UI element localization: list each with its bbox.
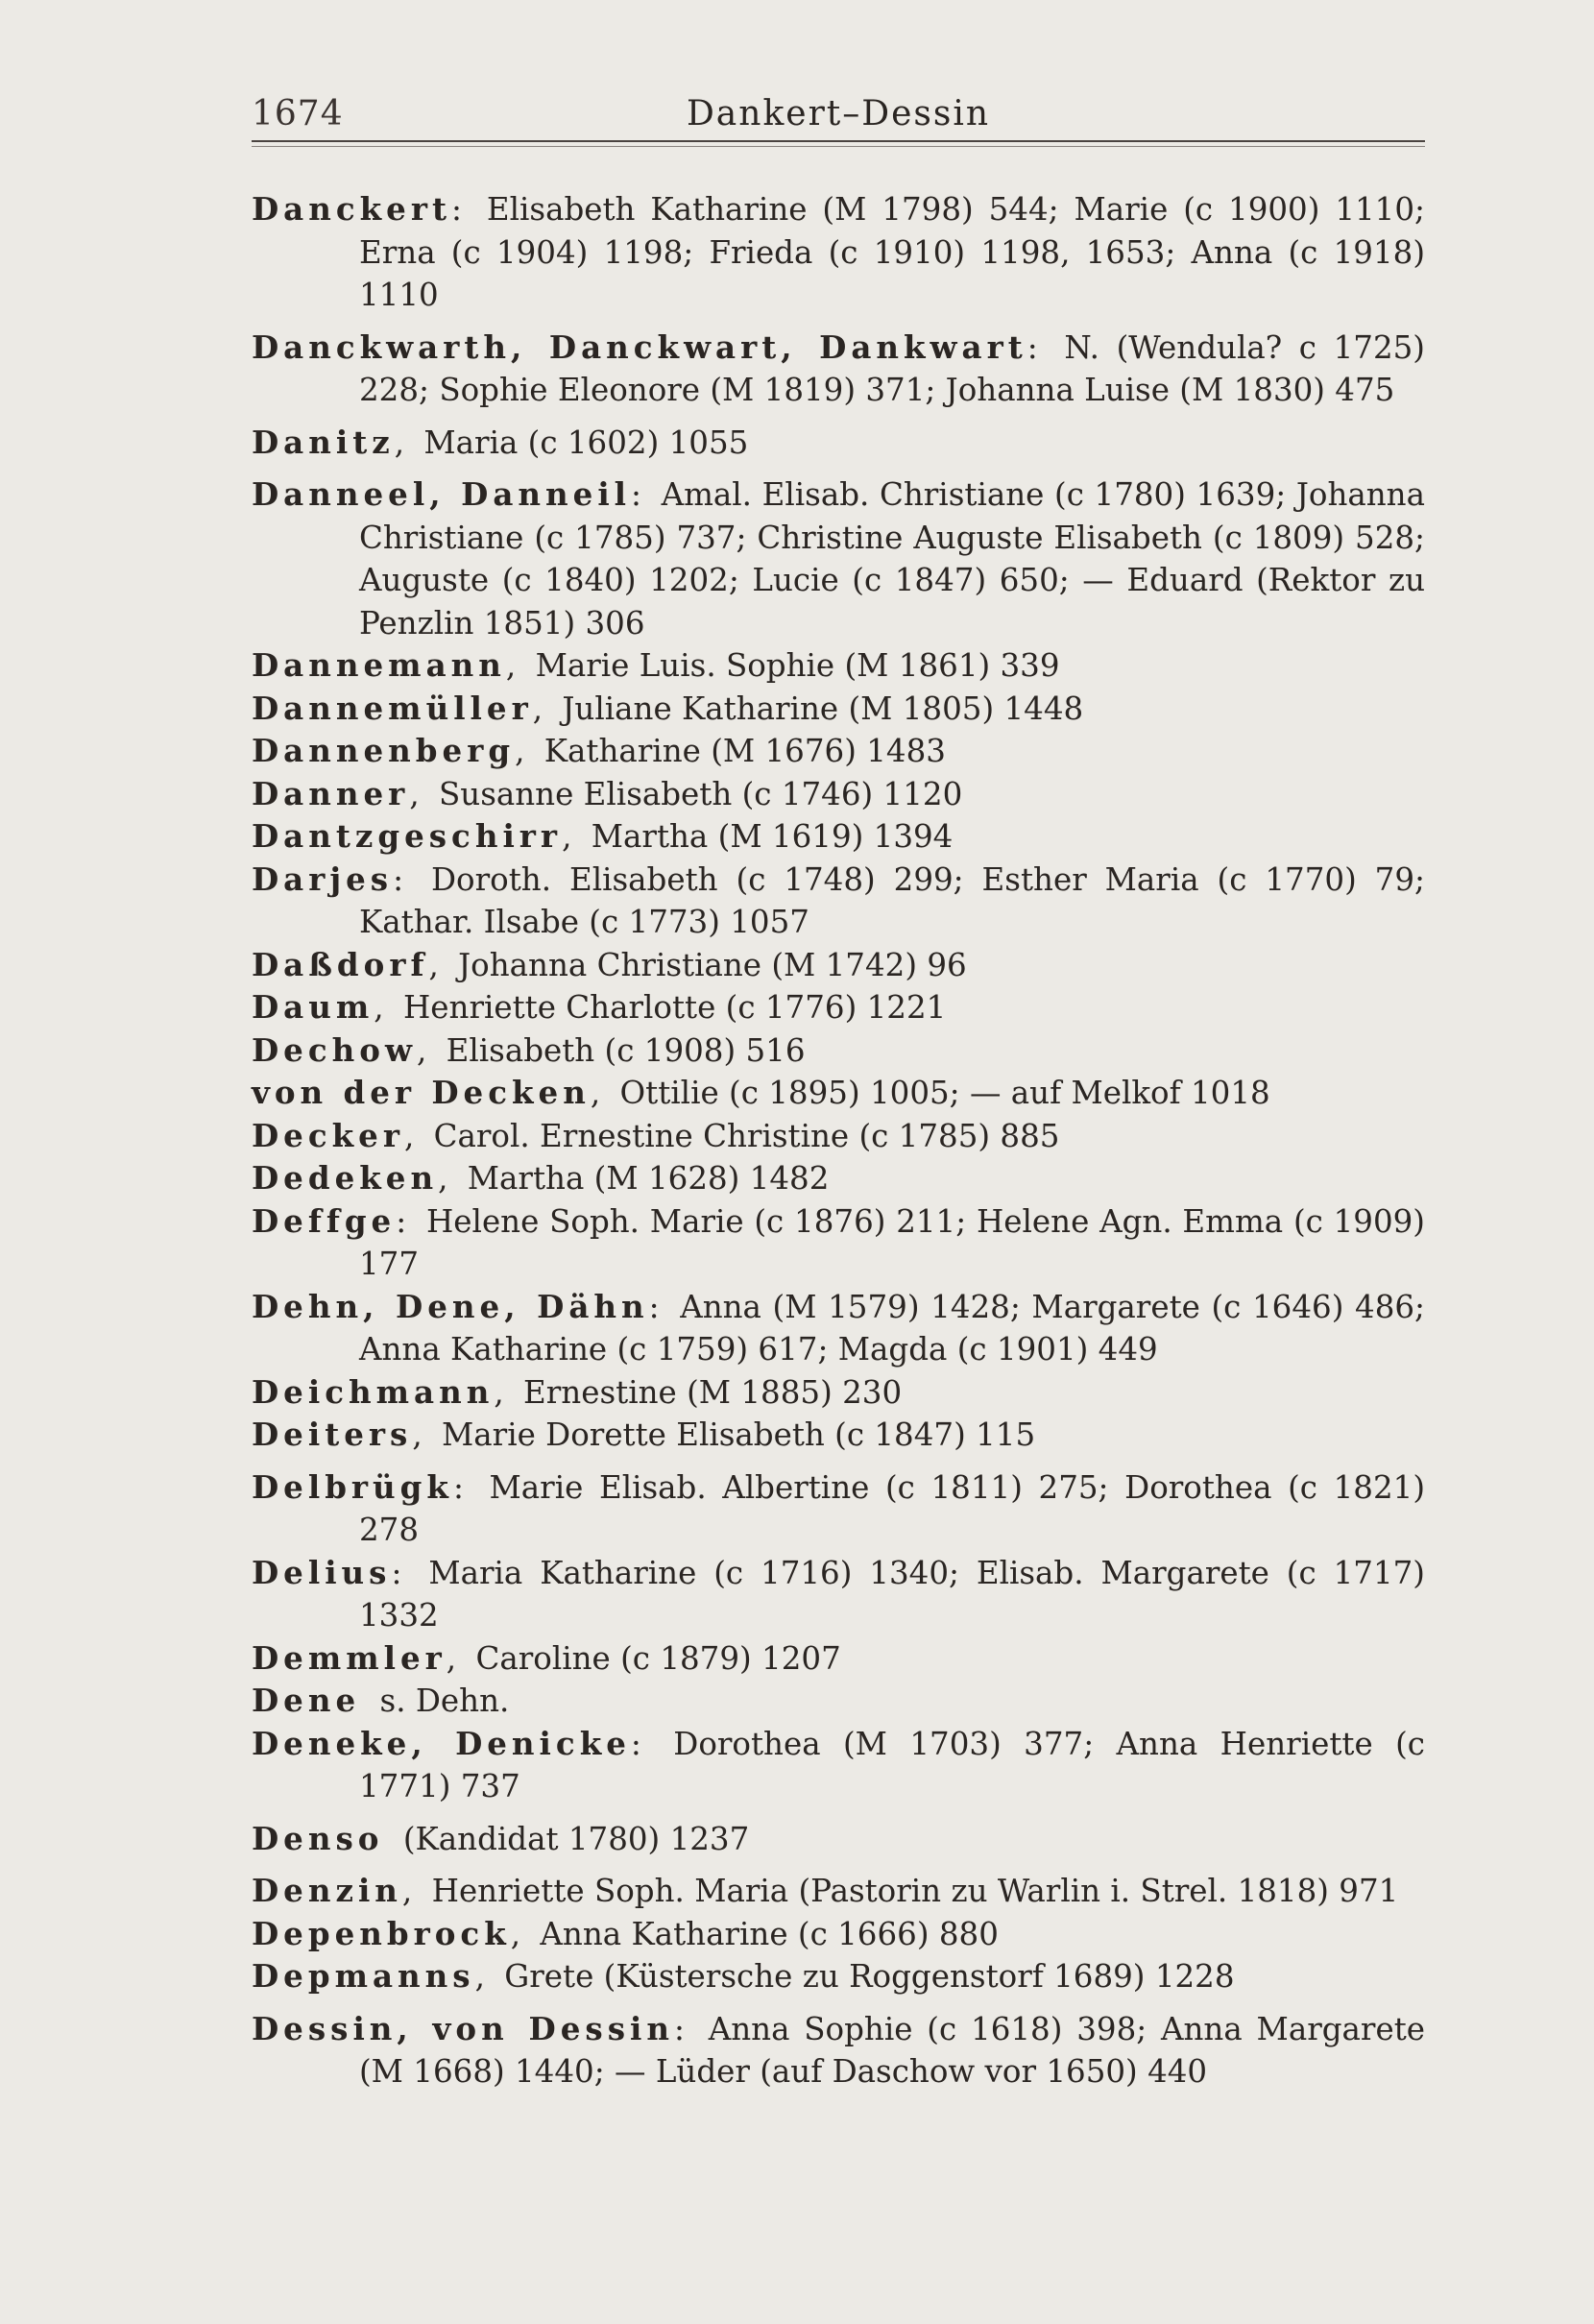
entry-text: Juliane Katharine (M 1805) 1448 [562,690,1084,727]
entry-separator: , [505,647,517,684]
entry-separator: : [1026,328,1038,366]
entry-text: Dorothea (M 1703) 377; Anna Henriette (c 1771) 737 [359,1725,1425,1804]
register-entry [252,2008,1425,2094]
entry-name: Demmler [252,1638,447,1677]
entry-text: Anna Sophie (c 1618) 398; Anna Margarete (M 1668) 1440; — Lüder (auf Daschow vor 1650) 440 [359,2010,1425,2090]
running-head: Dankert–Dessin [686,94,991,133]
register-entry [252,1913,1425,1956]
entry-text: s. Dehn. [379,1682,510,1719]
entry-text: Elisabeth Katharine (M 1798) 544; Marie (c 1900) 1110; Erna (c 1904) 1198; Frieda (c 1910) 1198, 1653; Anna (c 1918) 1110 [359,191,1425,313]
entry-text: Ottilie (c 1895) 1005; — auf Melkof 1018 [619,1075,1270,1111]
entry-name: Dantzgeschirr [252,817,563,855]
register-entry [252,1072,1425,1115]
register-entry [252,730,1425,773]
entry-separator: : [648,1288,660,1325]
register-entry [252,986,1425,1029]
header-rule [252,140,1425,142]
entry-name: Dessin, von Dessin [252,2009,674,2047]
register-entry [252,644,1425,688]
entry-name: Denso [252,1819,384,1857]
entry-name: Dannenberg [252,732,516,769]
entry-separator: , [446,1639,457,1677]
entry-separator: : [630,1725,641,1762]
register-entry [252,859,1425,944]
entry-separator: , [374,989,384,1026]
entry-name: Delbrügk [252,1467,453,1506]
entry-name: Deneke, Denicke [252,1724,631,1762]
entry-text: Amal. Elisab. Christiane (c 1780) 1639; Johanna Christiane (c 1785) 737; Christine Auguste Elisabeth (c 1809) 528; Auguste (c 1840) 1202; Lucie (c 1847) 650; — Eduard (Rektor zu Penzlin 1851) 306 [359,476,1425,642]
register-entry [252,1723,1425,1808]
register-entry [252,1115,1425,1158]
register-entry [252,1818,1425,1861]
register-entry [252,1466,1425,1552]
entry-text: Henriette Soph. Maria (Pastorin zu Warlin i. Strel. 1818) 971 [431,1873,1399,1909]
register-entry [252,1029,1425,1073]
entry-separator: , [494,1373,504,1411]
entry-text: Henriette Charlotte (c 1776) 1221 [402,989,947,1026]
entry-text: Martha (M 1619) 1394 [591,818,954,855]
entry-text: Marie Luis. Sophie (M 1861) 339 [535,647,1060,684]
entry-text: Katharine (M 1676) 1483 [543,733,946,769]
register-entry [252,1286,1425,1371]
entry-text: Doroth. Elisabeth (c 1748) 299; Esther Maria (c 1770) 79; Kathar. Ilsabe (c 1773) 1057 [359,860,1425,940]
entry-text: Elisabeth (c 1908) 516 [446,1031,806,1069]
entry-name: Deichmann [252,1372,495,1411]
entry-text: (Kandidat 1780) 1237 [402,1820,750,1857]
entry-separator: , [515,733,525,769]
entry-separator: , [412,1416,423,1453]
entry-separator: , [532,690,543,727]
register-entry [252,1371,1425,1415]
register-entry [252,1637,1425,1681]
entry-name: Deffge [252,1201,397,1240]
register-entry [252,1955,1425,1998]
entry-separator: , [590,1075,601,1111]
entry-text: Maria Katharine (c 1716) 1340; Elisab. Margarete (c 1717) 1332 [359,1554,1425,1634]
entry-name: Danitz [252,423,395,461]
register-entry [252,1870,1425,1913]
entry-separator: , [474,1958,485,1995]
entry-name: Depmanns [252,1957,475,1995]
entry-separator: : [451,191,462,228]
entry-name: Dannemann [252,646,506,684]
entry-name: von der Decken [252,1074,591,1111]
entry-separator: , [428,946,439,983]
register-entries [252,188,1425,2094]
entry-name: Danckert [252,190,451,228]
entry-separator: : [452,1468,464,1506]
entry-name: Danckwarth, Danckwart, Dankwart [252,327,1027,366]
entry-text: Maria (c 1602) 1055 [423,424,749,461]
entry-separator: , [416,1031,427,1069]
register-entry [252,1680,1425,1723]
entry-text: Grete (Küstersche zu Roggenstorf 1689) 1228 [504,1958,1235,1995]
register-entry [252,327,1425,412]
entry-text: Martha (M 1628) 1482 [467,1160,830,1197]
entry-text: Johanna Christiane (M 1742) 96 [458,946,967,983]
entry-name: Dedeken [252,1159,439,1197]
entry-separator: , [409,775,420,812]
entry-name: Denzin [252,1872,402,1909]
register-entry [252,1157,1425,1200]
entry-separator: , [403,1117,415,1154]
register-entry [252,1552,1425,1637]
entry-name: Dene [252,1682,361,1719]
entry-text: Marie Elisab. Albertine (c 1811) 275; Dorothea (c 1821) 278 [359,1468,1425,1548]
entry-name: Daßdorf [252,945,429,983]
entry-separator: , [438,1160,448,1197]
entry-name: Dannemüller [252,689,533,727]
entry-separator: : [631,476,641,513]
entry-text: N. (Wendula? c 1725) 228; Sophie Eleonore (M 1819) 371; Johanna Luise (M 1830) 475 [359,328,1425,408]
entry-text: Marie Dorette Elisabeth (c 1847) 115 [442,1416,1036,1453]
entry-text: Carol. Ernestine Christine (c 1785) 885 [433,1117,1060,1154]
entry-separator: , [562,818,572,855]
entry-text: Anna (M 1579) 1428; Margarete (c 1646) 486; Anna Katharine (c 1759) 617; Magda (c 1901) 449 [359,1288,1425,1368]
entry-name: Dechow [252,1030,417,1069]
entry-separator: , [401,1873,413,1909]
entry-text: Caroline (c 1879) 1207 [475,1639,841,1677]
register-entry [252,688,1425,731]
register-entry [252,422,1425,465]
entry-name: Danneel, Danneil [252,475,632,513]
entry-text: Helene Soph. Marie (c 1876) 211; Helene Agn. Emma (c 1909) 177 [359,1202,1425,1282]
register-entry [252,944,1425,987]
entry-text: Susanne Elisabeth (c 1746) 1120 [439,775,963,812]
entry-separator: : [673,2010,685,2047]
register-entry [252,773,1425,816]
entry-separator: , [510,1915,521,1952]
register-entry [252,1414,1425,1457]
entry-name: Depenbrock [252,1914,511,1952]
entry-name: Danner [252,774,410,812]
entry-separator: : [391,1554,402,1591]
register-entry [252,1200,1425,1286]
entry-separator: : [396,1202,407,1240]
entry-name: Deiters [252,1416,413,1453]
page-number: 1674 [252,94,344,133]
register-entry [252,188,1425,317]
register-entry [252,473,1425,644]
entry-separator: , [394,424,405,461]
entry-name: Darjes [252,859,394,898]
register-entry [252,815,1425,859]
entry-separator: : [393,860,404,898]
page-header [252,94,1425,144]
entry-text: Anna Katharine (c 1666) 880 [540,1915,999,1952]
entry-name: Dehn, Dene, Dähn [252,1287,649,1325]
entry-name: Delius [252,1553,392,1591]
entry-text: Ernestine (M 1885) 230 [523,1373,903,1411]
entry-name: Decker [252,1116,404,1154]
entry-name: Daum [252,988,374,1026]
header-rule-thin [252,146,1425,147]
